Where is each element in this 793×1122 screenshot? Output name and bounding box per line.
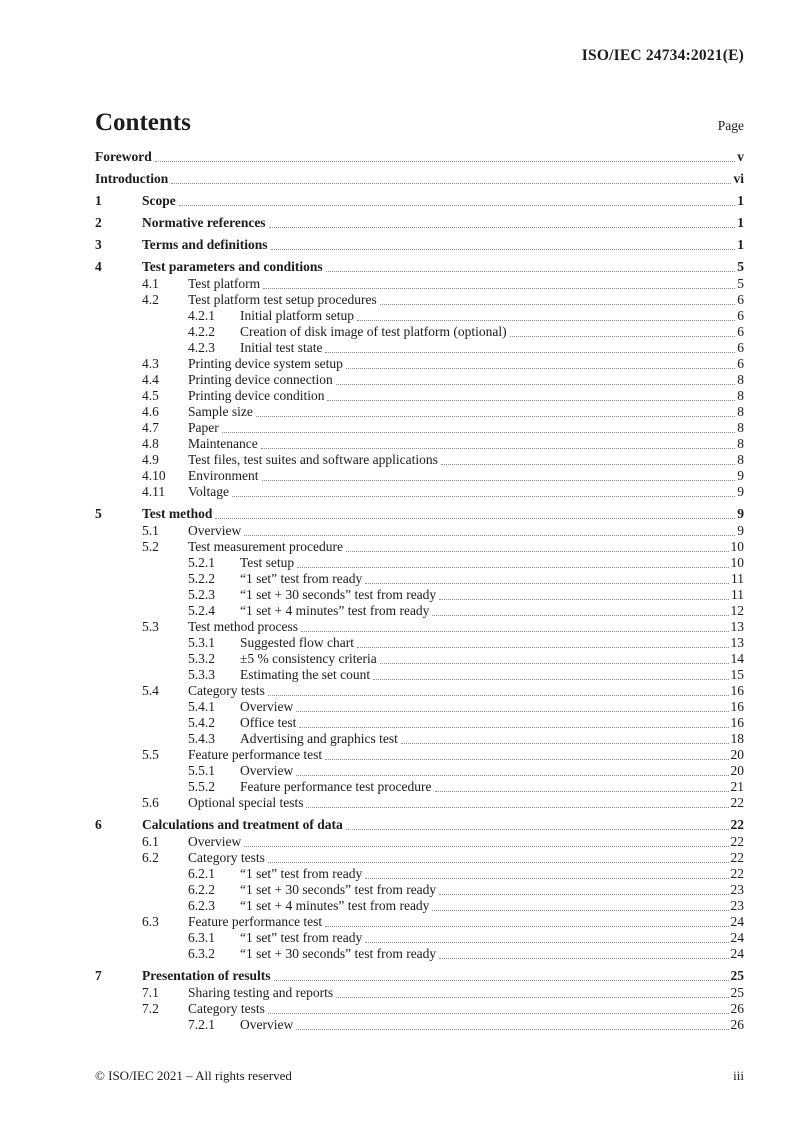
toc-entry bbox=[95, 215, 744, 231]
toc-dot-leader bbox=[261, 436, 736, 449]
toc-dot-leader bbox=[365, 930, 728, 943]
toc-entry-number: 4.3 bbox=[142, 356, 159, 371]
toc-entry-title: Introduction bbox=[95, 171, 169, 186]
toc-entry-number: 6.2.1 bbox=[188, 866, 215, 881]
toc-entry-page: 12 bbox=[730, 603, 744, 618]
toc-dot-leader bbox=[301, 619, 728, 632]
toc-entry bbox=[95, 779, 744, 795]
toc-entry-number: 4.2.1 bbox=[188, 308, 215, 323]
toc-entry-number: 6.3 bbox=[142, 914, 159, 929]
toc-entry bbox=[95, 259, 744, 275]
toc-entry-number: 5.2.4 bbox=[188, 603, 215, 618]
toc-entry-title: Terms and definitions bbox=[142, 237, 268, 252]
toc-dot-leader bbox=[268, 1001, 729, 1014]
toc-entry-page: 11 bbox=[731, 587, 744, 602]
toc-dot-leader bbox=[439, 882, 728, 895]
toc-entry bbox=[95, 388, 744, 404]
toc-entry bbox=[95, 731, 744, 747]
toc-entry-number: 5.2.3 bbox=[188, 587, 215, 602]
toc-entry-title: Test method process bbox=[188, 619, 299, 634]
toc-entry bbox=[95, 667, 744, 683]
toc-dot-leader bbox=[296, 1017, 728, 1030]
toc-dot-leader bbox=[222, 420, 736, 433]
toc-entry-page: 10 bbox=[730, 555, 744, 570]
toc-entry bbox=[95, 324, 744, 340]
toc-entry-title: Paper bbox=[188, 420, 219, 435]
toc-entry-page: 22 bbox=[730, 834, 744, 849]
toc-entry-number: 6.1 bbox=[142, 834, 159, 849]
toc-dot-leader bbox=[325, 914, 728, 927]
toc-entry bbox=[95, 850, 744, 866]
toc-entry-title: “1 set + 30 seconds” test from ready bbox=[240, 882, 437, 897]
toc-entry-number: 4.2.3 bbox=[188, 340, 215, 355]
toc-entry bbox=[95, 372, 744, 388]
toc-entry bbox=[95, 715, 744, 731]
toc-dot-leader bbox=[365, 571, 729, 584]
copyright-notice: © ISO/IEC 2021 – All rights reserved bbox=[95, 1068, 292, 1083]
toc-entry-page: 25 bbox=[730, 968, 744, 983]
toc-entry-title: Feature performance test procedure bbox=[240, 779, 432, 794]
toc-entry-number: 4 bbox=[95, 259, 102, 274]
toc-entry bbox=[95, 763, 744, 779]
toc-entry-title: Maintenance bbox=[188, 436, 258, 451]
toc-entry bbox=[95, 292, 744, 308]
folio-page-number: iii bbox=[733, 1068, 744, 1083]
toc-entry-page: 13 bbox=[730, 619, 744, 634]
toc-entry-title: Scope bbox=[142, 193, 176, 208]
toc-entry-page: 15 bbox=[730, 667, 744, 682]
page-content bbox=[95, 0, 744, 1033]
toc-entry bbox=[95, 1001, 744, 1017]
toc-entry bbox=[95, 603, 744, 619]
toc-entry-number: 4.1 bbox=[142, 276, 159, 291]
toc-entry bbox=[95, 985, 744, 1001]
toc-entry-title: ±5 % consistency criteria bbox=[240, 651, 377, 666]
toc-entry bbox=[95, 795, 744, 811]
toc-entry-page: 14 bbox=[730, 651, 744, 666]
toc-dot-leader bbox=[244, 834, 728, 847]
toc-entry-page: v bbox=[737, 149, 744, 164]
toc-entry-page: 22 bbox=[730, 817, 744, 832]
toc-entry-page: 6 bbox=[737, 356, 744, 371]
toc-entry bbox=[95, 539, 744, 555]
toc-entry-page: 8 bbox=[737, 436, 744, 451]
toc-entry-title: Foreword bbox=[95, 149, 152, 164]
toc-dot-leader bbox=[271, 237, 736, 250]
toc-entry-page: 5 bbox=[737, 276, 744, 291]
toc-entry bbox=[95, 171, 744, 187]
toc-entry-page: 22 bbox=[730, 866, 744, 881]
toc-entry bbox=[95, 882, 744, 898]
toc-dot-leader bbox=[262, 468, 736, 481]
toc-entry-number: 5.3 bbox=[142, 619, 159, 634]
toc-entry-page: 9 bbox=[737, 484, 744, 499]
toc-entry-title: Printing device system setup bbox=[188, 356, 343, 371]
toc-entry bbox=[95, 484, 744, 500]
toc-entry-number: 5 bbox=[95, 506, 102, 521]
toc-dot-leader bbox=[263, 276, 735, 289]
toc-dot-leader bbox=[365, 866, 728, 879]
toc-entry-page: 16 bbox=[730, 683, 744, 698]
document-reference: ISO/IEC 24734:2021(E) bbox=[581, 47, 744, 64]
toc-entry-number: 7.1 bbox=[142, 985, 159, 1000]
toc-entry-number: 4.11 bbox=[142, 484, 166, 499]
toc-entry-title: Advertising and graphics test bbox=[240, 731, 398, 746]
toc-entry-title: Initial test state bbox=[240, 340, 323, 355]
toc-entry-page: 9 bbox=[737, 506, 744, 521]
toc-entry-number: 4.6 bbox=[142, 404, 159, 419]
toc-dot-leader bbox=[325, 747, 728, 760]
toc-entry-title: Presentation of results bbox=[142, 968, 271, 983]
toc-entry-number: 4.7 bbox=[142, 420, 159, 435]
toc-entry-title: Environment bbox=[188, 468, 259, 483]
toc-dot-leader bbox=[325, 340, 735, 353]
toc-dot-leader bbox=[346, 539, 729, 552]
toc-entry-title: Office test bbox=[240, 715, 297, 730]
toc-entry-number: 7 bbox=[95, 968, 102, 983]
toc-entry-title: Feature performance test bbox=[188, 914, 323, 929]
toc-entry bbox=[95, 452, 744, 468]
toc-entry-title: Test parameters and conditions bbox=[142, 259, 323, 274]
toc-dot-leader bbox=[179, 193, 736, 206]
toc-dot-leader bbox=[299, 715, 728, 728]
toc-entry bbox=[95, 866, 744, 882]
toc-entry-title: Category tests bbox=[188, 1001, 265, 1016]
toc-dot-leader bbox=[346, 817, 729, 830]
toc-dot-leader bbox=[306, 795, 728, 808]
toc-entry bbox=[95, 276, 744, 292]
toc-dot-leader bbox=[357, 308, 735, 321]
toc-entry-title: Test setup bbox=[240, 555, 295, 570]
toc-entry-page: 6 bbox=[737, 340, 744, 355]
toc-dot-leader bbox=[439, 587, 729, 600]
toc-entry-title: Normative references bbox=[142, 215, 266, 230]
toc-entry-page: vi bbox=[733, 171, 744, 186]
toc-entry-page: 10 bbox=[730, 539, 744, 554]
toc-entry bbox=[95, 968, 744, 984]
toc-entry-number: 2 bbox=[95, 215, 102, 230]
toc-entry-number: 5.5 bbox=[142, 747, 159, 762]
toc-entry-page: 11 bbox=[731, 571, 744, 586]
toc-entry bbox=[95, 587, 744, 603]
toc-entry-page: 8 bbox=[737, 420, 744, 435]
toc-entry bbox=[95, 834, 744, 850]
toc-entry-number: 5.3.2 bbox=[188, 651, 215, 666]
toc-entry bbox=[95, 468, 744, 484]
toc-entry-page: 1 bbox=[737, 237, 744, 252]
toc-entry bbox=[95, 340, 744, 356]
toc-entry bbox=[95, 571, 744, 587]
toc-dot-leader bbox=[380, 292, 736, 305]
toc-entry bbox=[95, 898, 744, 914]
toc-dot-leader bbox=[401, 731, 729, 744]
toc-entry bbox=[95, 420, 744, 436]
toc-entry-number: 4.9 bbox=[142, 452, 159, 467]
toc-entry-page: 26 bbox=[730, 1017, 744, 1032]
toc-entry-number: 5.5.2 bbox=[188, 779, 215, 794]
toc-entry-number: 7.2.1 bbox=[188, 1017, 215, 1032]
toc-entry-page: 8 bbox=[737, 388, 744, 403]
toc-entry-title: Category tests bbox=[188, 850, 265, 865]
toc-entry-page: 18 bbox=[730, 731, 744, 746]
toc-entry-title: Test platform test setup procedures bbox=[188, 292, 377, 307]
toc-entry-number: 5.6 bbox=[142, 795, 159, 810]
toc-entry-title: “1 set + 30 seconds” test from ready bbox=[240, 587, 437, 602]
toc-dot-leader bbox=[435, 779, 729, 792]
toc-entry-page: 9 bbox=[737, 468, 744, 483]
toc-dot-leader bbox=[274, 968, 729, 981]
page-title: Contents bbox=[95, 109, 191, 136]
toc-dot-leader bbox=[155, 149, 736, 162]
toc-dot-leader bbox=[268, 850, 729, 863]
toc-entry-title: Test platform bbox=[188, 276, 261, 291]
toc-dot-leader bbox=[327, 388, 735, 401]
toc-entry-title: Estimating the set count bbox=[240, 667, 371, 682]
toc-entry-number: 1 bbox=[95, 193, 102, 208]
toc-entry-number: 4.4 bbox=[142, 372, 159, 387]
toc-entry-number: 5.4.3 bbox=[188, 731, 215, 746]
toc-dot-leader bbox=[510, 324, 736, 337]
page-footer bbox=[95, 1068, 744, 1083]
toc-entry-number: 4.5 bbox=[142, 388, 159, 403]
table-of-contents bbox=[95, 149, 744, 1033]
toc-entry-number: 7.2 bbox=[142, 1001, 159, 1016]
toc-entry bbox=[95, 914, 744, 930]
toc-entry-title: Sharing testing and reports bbox=[188, 985, 334, 1000]
toc-entry-page: 8 bbox=[737, 452, 744, 467]
toc-entry-title: Overview bbox=[240, 699, 294, 714]
toc-dot-leader bbox=[215, 506, 735, 519]
toc-entry bbox=[95, 699, 744, 715]
toc-entry bbox=[95, 1017, 744, 1033]
toc-entry-title: “1 set + 4 minutes” test from ready bbox=[240, 603, 430, 618]
toc-dot-leader bbox=[269, 215, 736, 228]
toc-entry bbox=[95, 404, 744, 420]
toc-entry-title: Test method bbox=[142, 506, 213, 521]
toc-entry bbox=[95, 555, 744, 571]
toc-entry-page: 23 bbox=[730, 898, 744, 913]
toc-entry-page: 26 bbox=[730, 1001, 744, 1016]
toc-dot-leader bbox=[432, 898, 728, 911]
toc-entry-page: 16 bbox=[730, 715, 744, 730]
toc-entry-page: 22 bbox=[730, 795, 744, 810]
toc-entry-page: 6 bbox=[737, 308, 744, 323]
toc-dot-leader bbox=[336, 985, 728, 998]
toc-dot-leader bbox=[171, 171, 731, 184]
toc-entry-page: 23 bbox=[730, 882, 744, 897]
toc-dot-leader bbox=[268, 683, 729, 696]
toc-entry-number: 5.5.1 bbox=[188, 763, 215, 778]
toc-entry-page: 13 bbox=[730, 635, 744, 650]
toc-entry bbox=[95, 356, 744, 372]
toc-dot-leader bbox=[336, 372, 736, 385]
toc-entry-title: Sample size bbox=[188, 404, 253, 419]
toc-dot-leader bbox=[296, 699, 728, 712]
toc-entry-number: 6.3.1 bbox=[188, 930, 215, 945]
toc-entry-number: 6.3.2 bbox=[188, 946, 215, 961]
toc-entry-title: Creation of disk image of test platform (optional) bbox=[240, 324, 507, 339]
toc-dot-leader bbox=[357, 635, 729, 648]
toc-entry-page: 9 bbox=[737, 523, 744, 538]
toc-entry-title: Category tests bbox=[188, 683, 265, 698]
page-column-label: Page bbox=[717, 118, 744, 133]
toc-dot-leader bbox=[380, 651, 729, 664]
toc-entry-page: 25 bbox=[730, 985, 744, 1000]
toc-entry-number: 5.2.2 bbox=[188, 571, 215, 586]
toc-entry-number: 5.3.3 bbox=[188, 667, 215, 682]
toc-entry bbox=[95, 619, 744, 635]
toc-dot-leader bbox=[297, 555, 728, 568]
toc-entry-number: 6.2.3 bbox=[188, 898, 215, 913]
toc-entry-number: 5.4.1 bbox=[188, 699, 215, 714]
toc-entry-page: 5 bbox=[737, 259, 744, 274]
toc-entry-page: 22 bbox=[730, 850, 744, 865]
toc-entry bbox=[95, 683, 744, 699]
toc-entry bbox=[95, 436, 744, 452]
toc-entry-number: 5.4.2 bbox=[188, 715, 215, 730]
toc-dot-leader bbox=[232, 484, 735, 497]
toc-entry bbox=[95, 237, 744, 253]
toc-entry-number: 4.8 bbox=[142, 436, 159, 451]
toc-entry-page: 8 bbox=[737, 404, 744, 419]
toc-entry-title: “1 set” test from ready bbox=[240, 571, 363, 586]
toc-entry-page: 16 bbox=[730, 699, 744, 714]
toc-entry-number: 3 bbox=[95, 237, 102, 252]
toc-entry-page: 1 bbox=[737, 215, 744, 230]
toc-entry-page: 24 bbox=[730, 930, 744, 945]
toc-entry-number: 5.2 bbox=[142, 539, 159, 554]
toc-dot-leader bbox=[441, 452, 735, 465]
toc-dot-leader bbox=[346, 356, 735, 369]
toc-dot-leader bbox=[296, 763, 728, 776]
toc-entry-title: Test measurement procedure bbox=[188, 539, 343, 554]
toc-entry bbox=[95, 930, 744, 946]
toc-entry-title: Printing device connection bbox=[188, 372, 333, 387]
toc-dot-leader bbox=[256, 404, 735, 417]
toc-entry-page: 1 bbox=[737, 193, 744, 208]
toc-entry-number: 6 bbox=[95, 817, 102, 832]
toc-entry-title: Test files, test suites and software applications bbox=[188, 452, 438, 467]
toc-entry-number: 5.1 bbox=[142, 523, 159, 538]
toc-entry-title: Suggested flow chart bbox=[240, 635, 354, 650]
toc-entry bbox=[95, 747, 744, 763]
toc-entry-page: 21 bbox=[730, 779, 744, 794]
toc-entry-title: “1 set” test from ready bbox=[240, 866, 363, 881]
toc-entry bbox=[95, 193, 744, 209]
toc-entry-title: Overview bbox=[188, 834, 242, 849]
toc-entry bbox=[95, 946, 744, 962]
toc-dot-leader bbox=[326, 259, 736, 272]
toc-entry-number: 4.10 bbox=[142, 468, 166, 483]
toc-entry-number: 6.2 bbox=[142, 850, 159, 865]
toc-entry-number: 5.3.1 bbox=[188, 635, 215, 650]
toc-dot-leader bbox=[244, 523, 735, 536]
toc-entry-page: 20 bbox=[730, 763, 744, 778]
toc-entry-number: 4.2.2 bbox=[188, 324, 215, 339]
toc-entry-title: Calculations and treatment of data bbox=[142, 817, 343, 832]
toc-entry-title: Voltage bbox=[188, 484, 229, 499]
toc-entry-number: 5.2.1 bbox=[188, 555, 215, 570]
toc-entry-page: 8 bbox=[737, 372, 744, 387]
toc-entry-title: “1 set” test from ready bbox=[240, 930, 363, 945]
toc-entry-page: 20 bbox=[730, 747, 744, 762]
toc-entry-title: Feature performance test bbox=[188, 747, 323, 762]
toc-entry bbox=[95, 308, 744, 324]
toc-entry-title: Initial platform setup bbox=[240, 308, 354, 323]
toc-entry bbox=[95, 635, 744, 651]
toc-dot-leader bbox=[373, 667, 728, 680]
toc-dot-leader bbox=[432, 603, 728, 616]
toc-entry-number: 5.4 bbox=[142, 683, 159, 698]
contents-header bbox=[95, 109, 744, 136]
toc-entry-page: 6 bbox=[737, 292, 744, 307]
toc-entry-page: 24 bbox=[730, 946, 744, 961]
toc-entry-title: Overview bbox=[240, 763, 294, 778]
toc-entry-title: Optional special tests bbox=[188, 795, 304, 810]
toc-entry-number: 4.2 bbox=[142, 292, 159, 307]
toc-entry-title: “1 set + 4 minutes” test from ready bbox=[240, 898, 430, 913]
toc-entry-page: 24 bbox=[730, 914, 744, 929]
toc-entry bbox=[95, 651, 744, 667]
toc-dot-leader bbox=[439, 946, 728, 959]
toc-entry-title: “1 set + 30 seconds” test from ready bbox=[240, 946, 437, 961]
toc-entry-number: 6.2.2 bbox=[188, 882, 215, 897]
toc-entry-title: Overview bbox=[240, 1017, 294, 1032]
toc-entry bbox=[95, 817, 744, 833]
toc-entry bbox=[95, 149, 744, 165]
toc-entry-title: Printing device condition bbox=[188, 388, 325, 403]
toc-entry-page: 6 bbox=[737, 324, 744, 339]
toc-entry bbox=[95, 506, 744, 522]
toc-entry-title: Overview bbox=[188, 523, 242, 538]
toc-entry bbox=[95, 523, 744, 539]
